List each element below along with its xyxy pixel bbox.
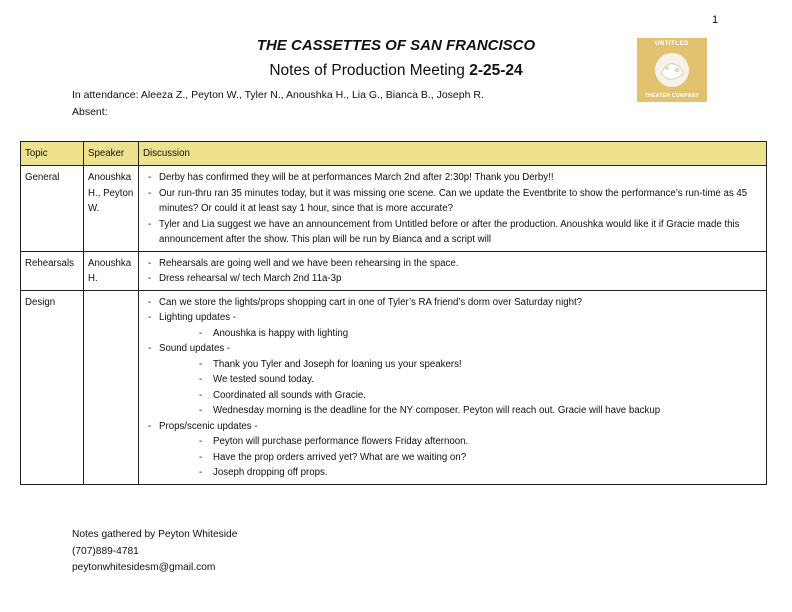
header-discussion: Discussion [139, 142, 767, 166]
sub-item: - Peyton will purchase performance flowers Friday afternoon. [159, 434, 762, 450]
sub-item: - Thank you Tyler and Joseph for loaning us your speakers! [159, 357, 762, 373]
discussion-item: - Derby has confirmed they will be at performances March 2nd after 2:30p! Thank you Derby!! [143, 170, 762, 186]
page-number: 1 [712, 14, 719, 26]
discussion-item-text: Props/scenic updates - [159, 420, 258, 432]
sub-item: - Joseph dropping off props. [159, 465, 762, 481]
table-row-design [21, 290, 767, 484]
notes-table [20, 141, 767, 485]
discussion-item [143, 341, 762, 419]
discussion-item-text: Lighting updates - [159, 312, 237, 323]
topic-cell: Rehearsals [21, 251, 84, 290]
sub-item: - Coordinated all sounds with Gracie. [159, 388, 762, 404]
table-header-row [21, 142, 767, 166]
contact-email: peytonwhitesidesm@gmail.com [72, 562, 216, 573]
discussion-item: - Dress rehearsal w/ tech March 2nd 11a-3p [143, 271, 762, 287]
speaker-cell: Anoushka H. [84, 251, 139, 290]
discussion-item: - Our run-thru ran 35 minutes today, but it was missing one scene. Can we update the Eventbrite to show the performance’s run-time as 45 minutes? Or could it at least say 1 hour, since that is more accurate? [143, 186, 762, 217]
speaker-cell [84, 290, 139, 484]
logo-text-top: UNTITLED [655, 41, 689, 47]
discussion-cell [139, 290, 767, 484]
meeting-date: 2-25-24 [469, 62, 523, 79]
table-row-general [21, 166, 767, 252]
subtitle-prefix: Notes of Production Meeting [269, 62, 470, 79]
document-title: THE CASSETTES OF SAN FRANCISCO [256, 37, 536, 54]
notes-gathered-by: Notes gathered by Peyton Whiteside [72, 529, 238, 540]
discussion-cell [139, 251, 767, 290]
discussion-item: - Rehearsals are going well and we have been rehearsing in the space. [143, 256, 762, 272]
sub-item: - Anoushka is happy with lighting [159, 326, 762, 342]
discussion-item [143, 310, 762, 341]
logo-text-bottom: THEATER COMPANY [644, 93, 700, 99]
discussion-item [143, 419, 762, 481]
table-row-rehearsals [21, 251, 767, 290]
discussion-item [143, 295, 762, 311]
topic-cell: Design [21, 290, 84, 484]
document-subtitle [0, 62, 792, 80]
attendance-line: In attendance: Aleeza Z., Peyton W., Tyler N., Anoushka H., Lia G., Bianca B., Joseph R. [72, 89, 484, 101]
contact-phone: (707)889-4781 [72, 545, 139, 557]
header-speaker: Speaker [84, 142, 139, 166]
topic-cell: General [21, 166, 84, 252]
discussion-item-text: Can we store the lights/props shopping cart in one of Tyler’s RA friend’s dorm over Saturday night? [159, 296, 583, 308]
sub-item: - Have the prop orders arrived yet? What are we waiting on? [159, 450, 762, 466]
discussion-item: - Tyler and Lia suggest we have an announcement from Untitled before or after the production. Anoushka would like it if Gracie made this announcement after the show. This plan will be run by Bianca and a script will [143, 217, 762, 248]
sub-item: - Wednesday morning is the deadline for the NY composer. Peyton will reach out. Gracie will have backup [159, 403, 762, 419]
sub-item: - We tested sound today. [159, 372, 762, 388]
absent-line: Absent: [72, 106, 108, 118]
header-topic: Topic [21, 142, 84, 166]
footer [72, 527, 237, 577]
speaker-cell: Anoushka H., Peyton W. [84, 166, 139, 252]
discussion-cell [139, 166, 767, 252]
discussion-item-text: Sound updates - [159, 343, 231, 354]
